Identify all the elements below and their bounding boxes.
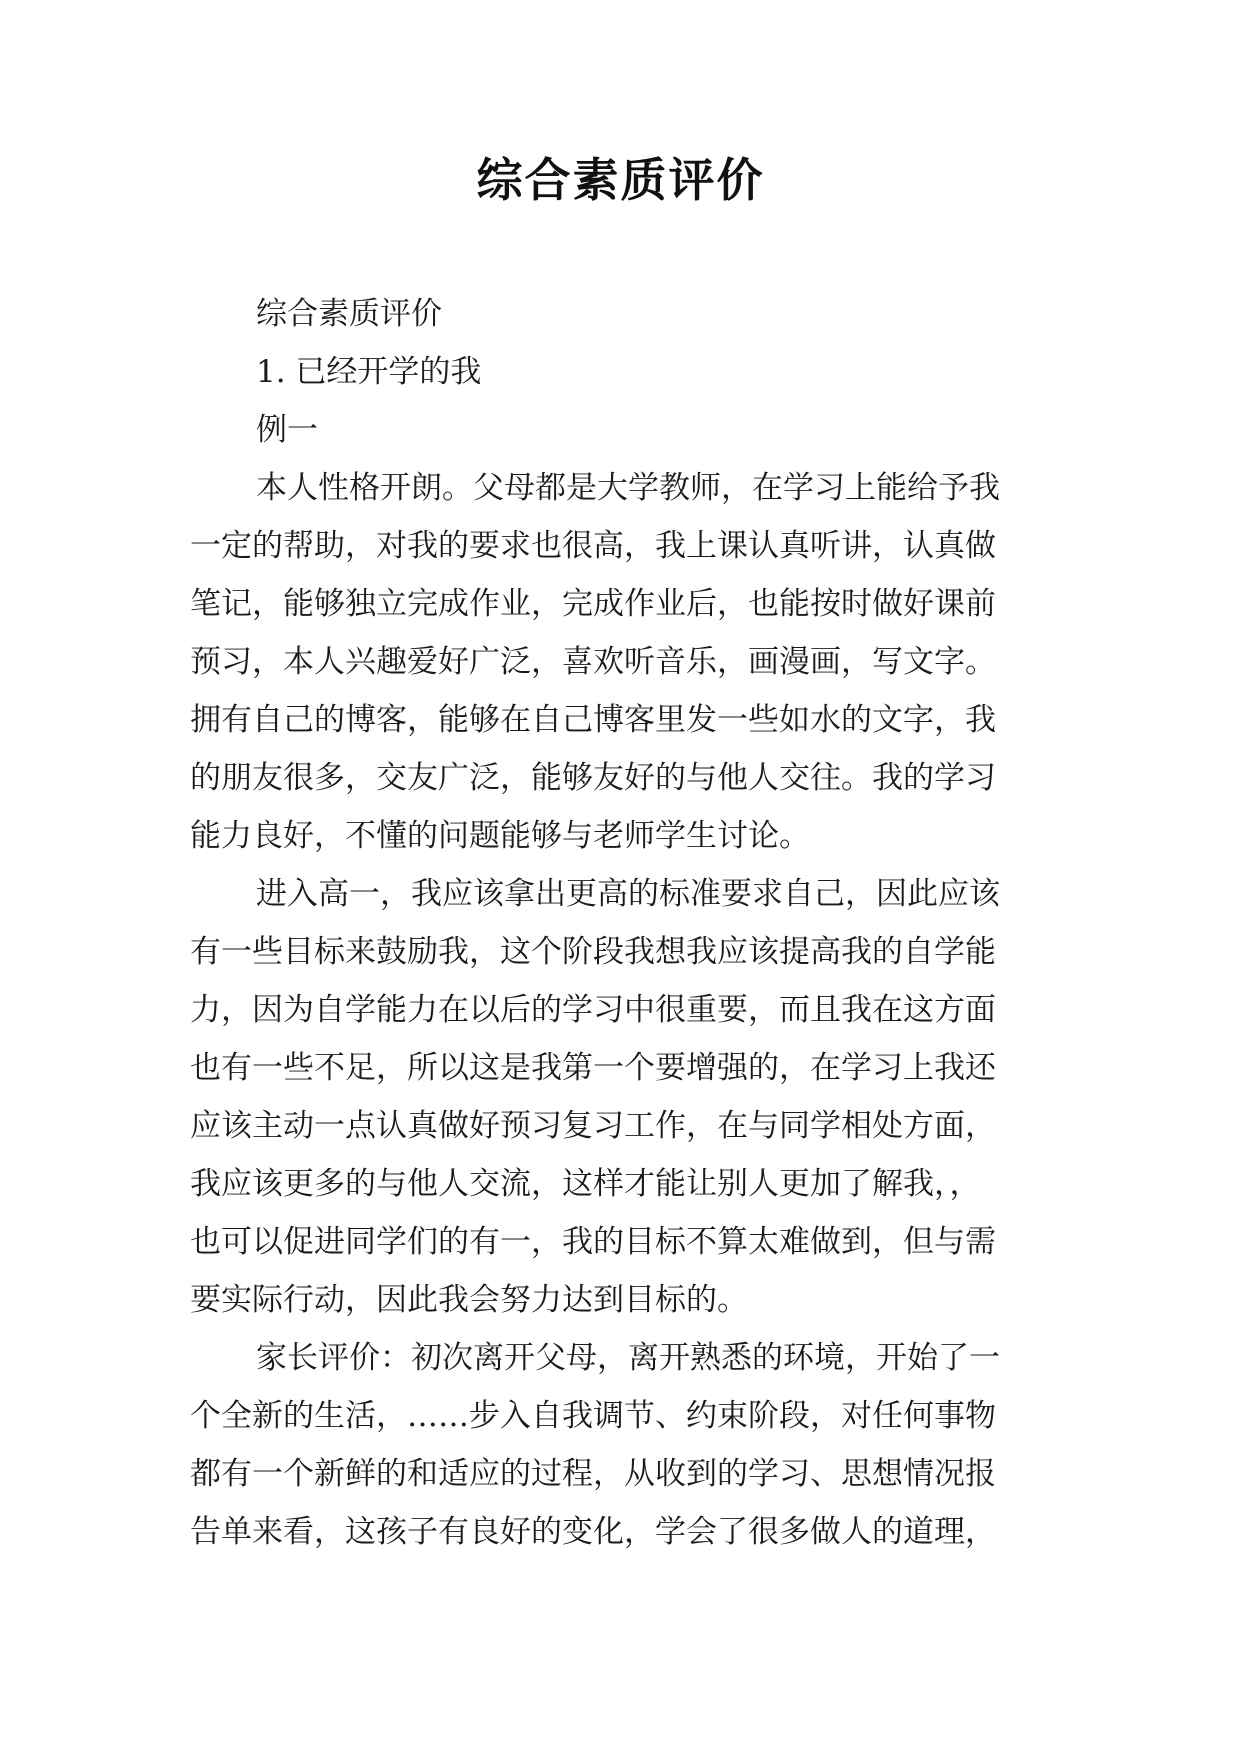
text-line: 预习，本人兴趣爱好广泛，喜欢听音乐，画漫画，写文字。 [190, 644, 996, 680]
text-line: 有一些目标来鼓励我，这个阶段我想我应该提高我的自学能 [190, 934, 996, 970]
text-line: 告单来看，这孩子有良好的变化，学会了很多做人的道理， [190, 1514, 996, 1550]
text-line: 都有一个新鲜的和适应的过程，从收到的学习、思想情况报 [190, 1456, 996, 1492]
text-line: 应该主动一点认真做好预习复习工作，在与同学相处方面， [190, 1108, 996, 1144]
text-line: 我应该更多的与他人交流，这样才能让别人更加了解我，， [190, 1166, 981, 1202]
text-line: 个全新的生活，……步入自我调节、约束阶段，对任何事物 [190, 1398, 996, 1434]
text-line: 本人性格开朗。父母都是大学教师，在学习上能给予我 [256, 470, 1000, 506]
text-line: 进入高一，我应该拿出更高的标准要求自己，因此应该 [256, 876, 1000, 912]
text-line: 也有一些不足，所以这是我第一个要增强的，在学习上我还 [190, 1050, 996, 1086]
text-line: 1. 已经开学的我 [256, 354, 482, 390]
document-body [190, 285, 1052, 1561]
text-line: 要实际行动，因此我会努力达到目标的。 [190, 1282, 748, 1318]
text-line: 一定的帮助，对我的要求也很高，我上课认真听讲，认真做 [190, 528, 996, 564]
text-line: 能力良好，不懂的问题能够与老师学生讨论。 [190, 818, 810, 854]
text-line: 力，因为自学能力在以后的学习中很重要，而且我在这方面 [190, 992, 996, 1028]
text-line: 例一 [256, 412, 318, 448]
text-line: 拥有自己的博客，能够在自己博客里发一些如水的文字，我 [190, 702, 996, 738]
text-line: 笔记，能够独立完成作业，完成作业后，也能按时做好课前 [190, 586, 996, 622]
text-line: 综合素质评价 [256, 296, 442, 332]
text-line: 的朋友很多，交友广泛，能够友好的与他人交往。我的学习 [190, 760, 996, 796]
document-title: 综合素质评价 [476, 153, 765, 207]
text-line: 家长评价：初次离开父母，离开熟悉的环境，开始了一 [256, 1340, 1000, 1376]
text-line: 也可以促进同学们的有一，我的目标不算太难做到，但与需 [190, 1224, 996, 1260]
